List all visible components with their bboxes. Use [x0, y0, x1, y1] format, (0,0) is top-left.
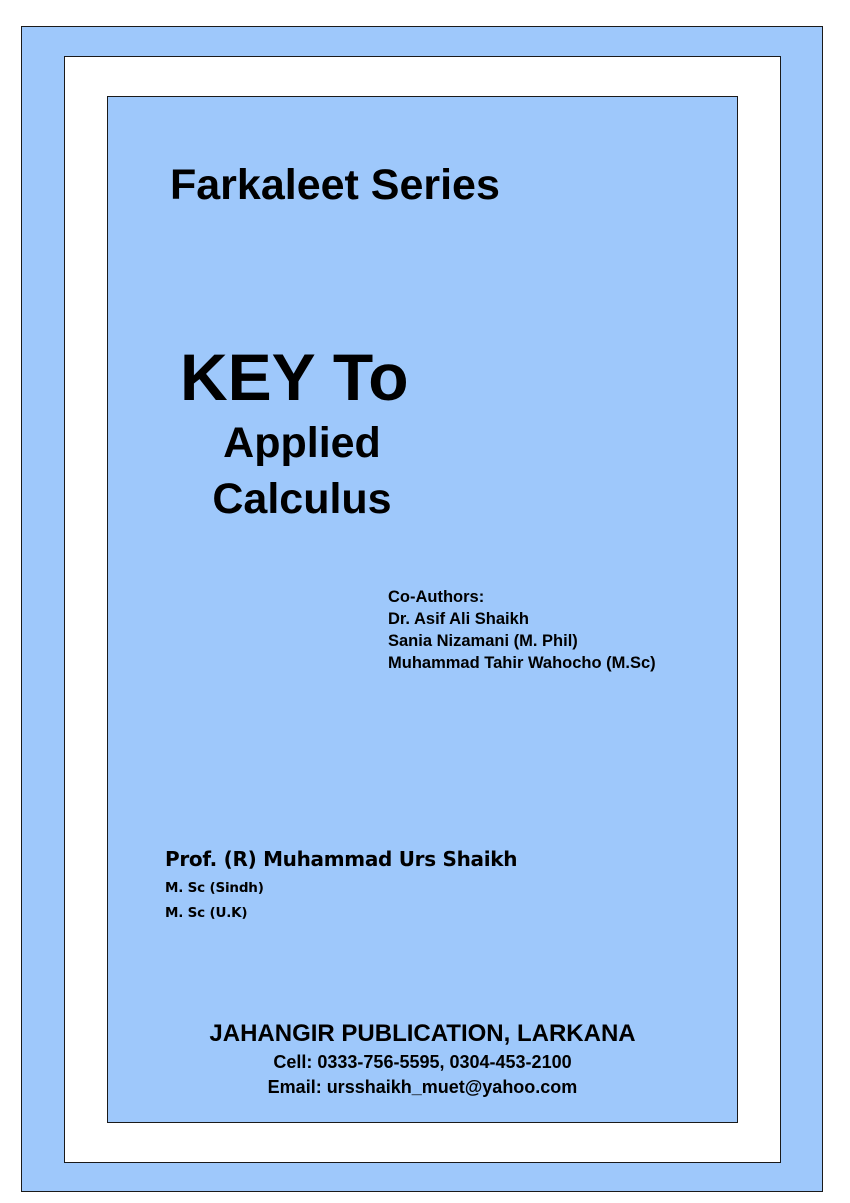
publisher-name: JAHANGIR PUBLICATION, LARKANA: [209, 1020, 636, 1047]
coauthors-heading: Co-Authors:: [388, 588, 485, 606]
publisher-block: [107, 1018, 738, 1100]
coauthors-block: [388, 586, 656, 674]
coauthor-name: Muhammad Tahir Wahocho (M.Sc): [388, 654, 656, 672]
coauthor-name: Dr. Asif Ali Shaikh: [388, 610, 529, 628]
author-degree: M. Sc (Sindh): [165, 880, 264, 896]
series-title: Farkaleet Series: [170, 161, 500, 209]
publisher-cell: Cell: 0333-756-5595, 0304-453-2100: [273, 1052, 572, 1072]
author-name: Prof. (R) Muhammad Urs Shaikh: [165, 847, 518, 871]
key-title: KEY To: [180, 340, 409, 414]
subject-line-calculus: Calculus: [212, 475, 392, 523]
publisher-email: Email: ursshaikh_muet@yahoo.com: [267, 1077, 578, 1097]
coauthor-name: Sania Nizamani (M. Phil): [388, 632, 578, 650]
subject-line-applied: Applied: [223, 419, 381, 467]
author-degree: M. Sc (U.K): [165, 905, 248, 921]
author-block: [165, 842, 517, 926]
